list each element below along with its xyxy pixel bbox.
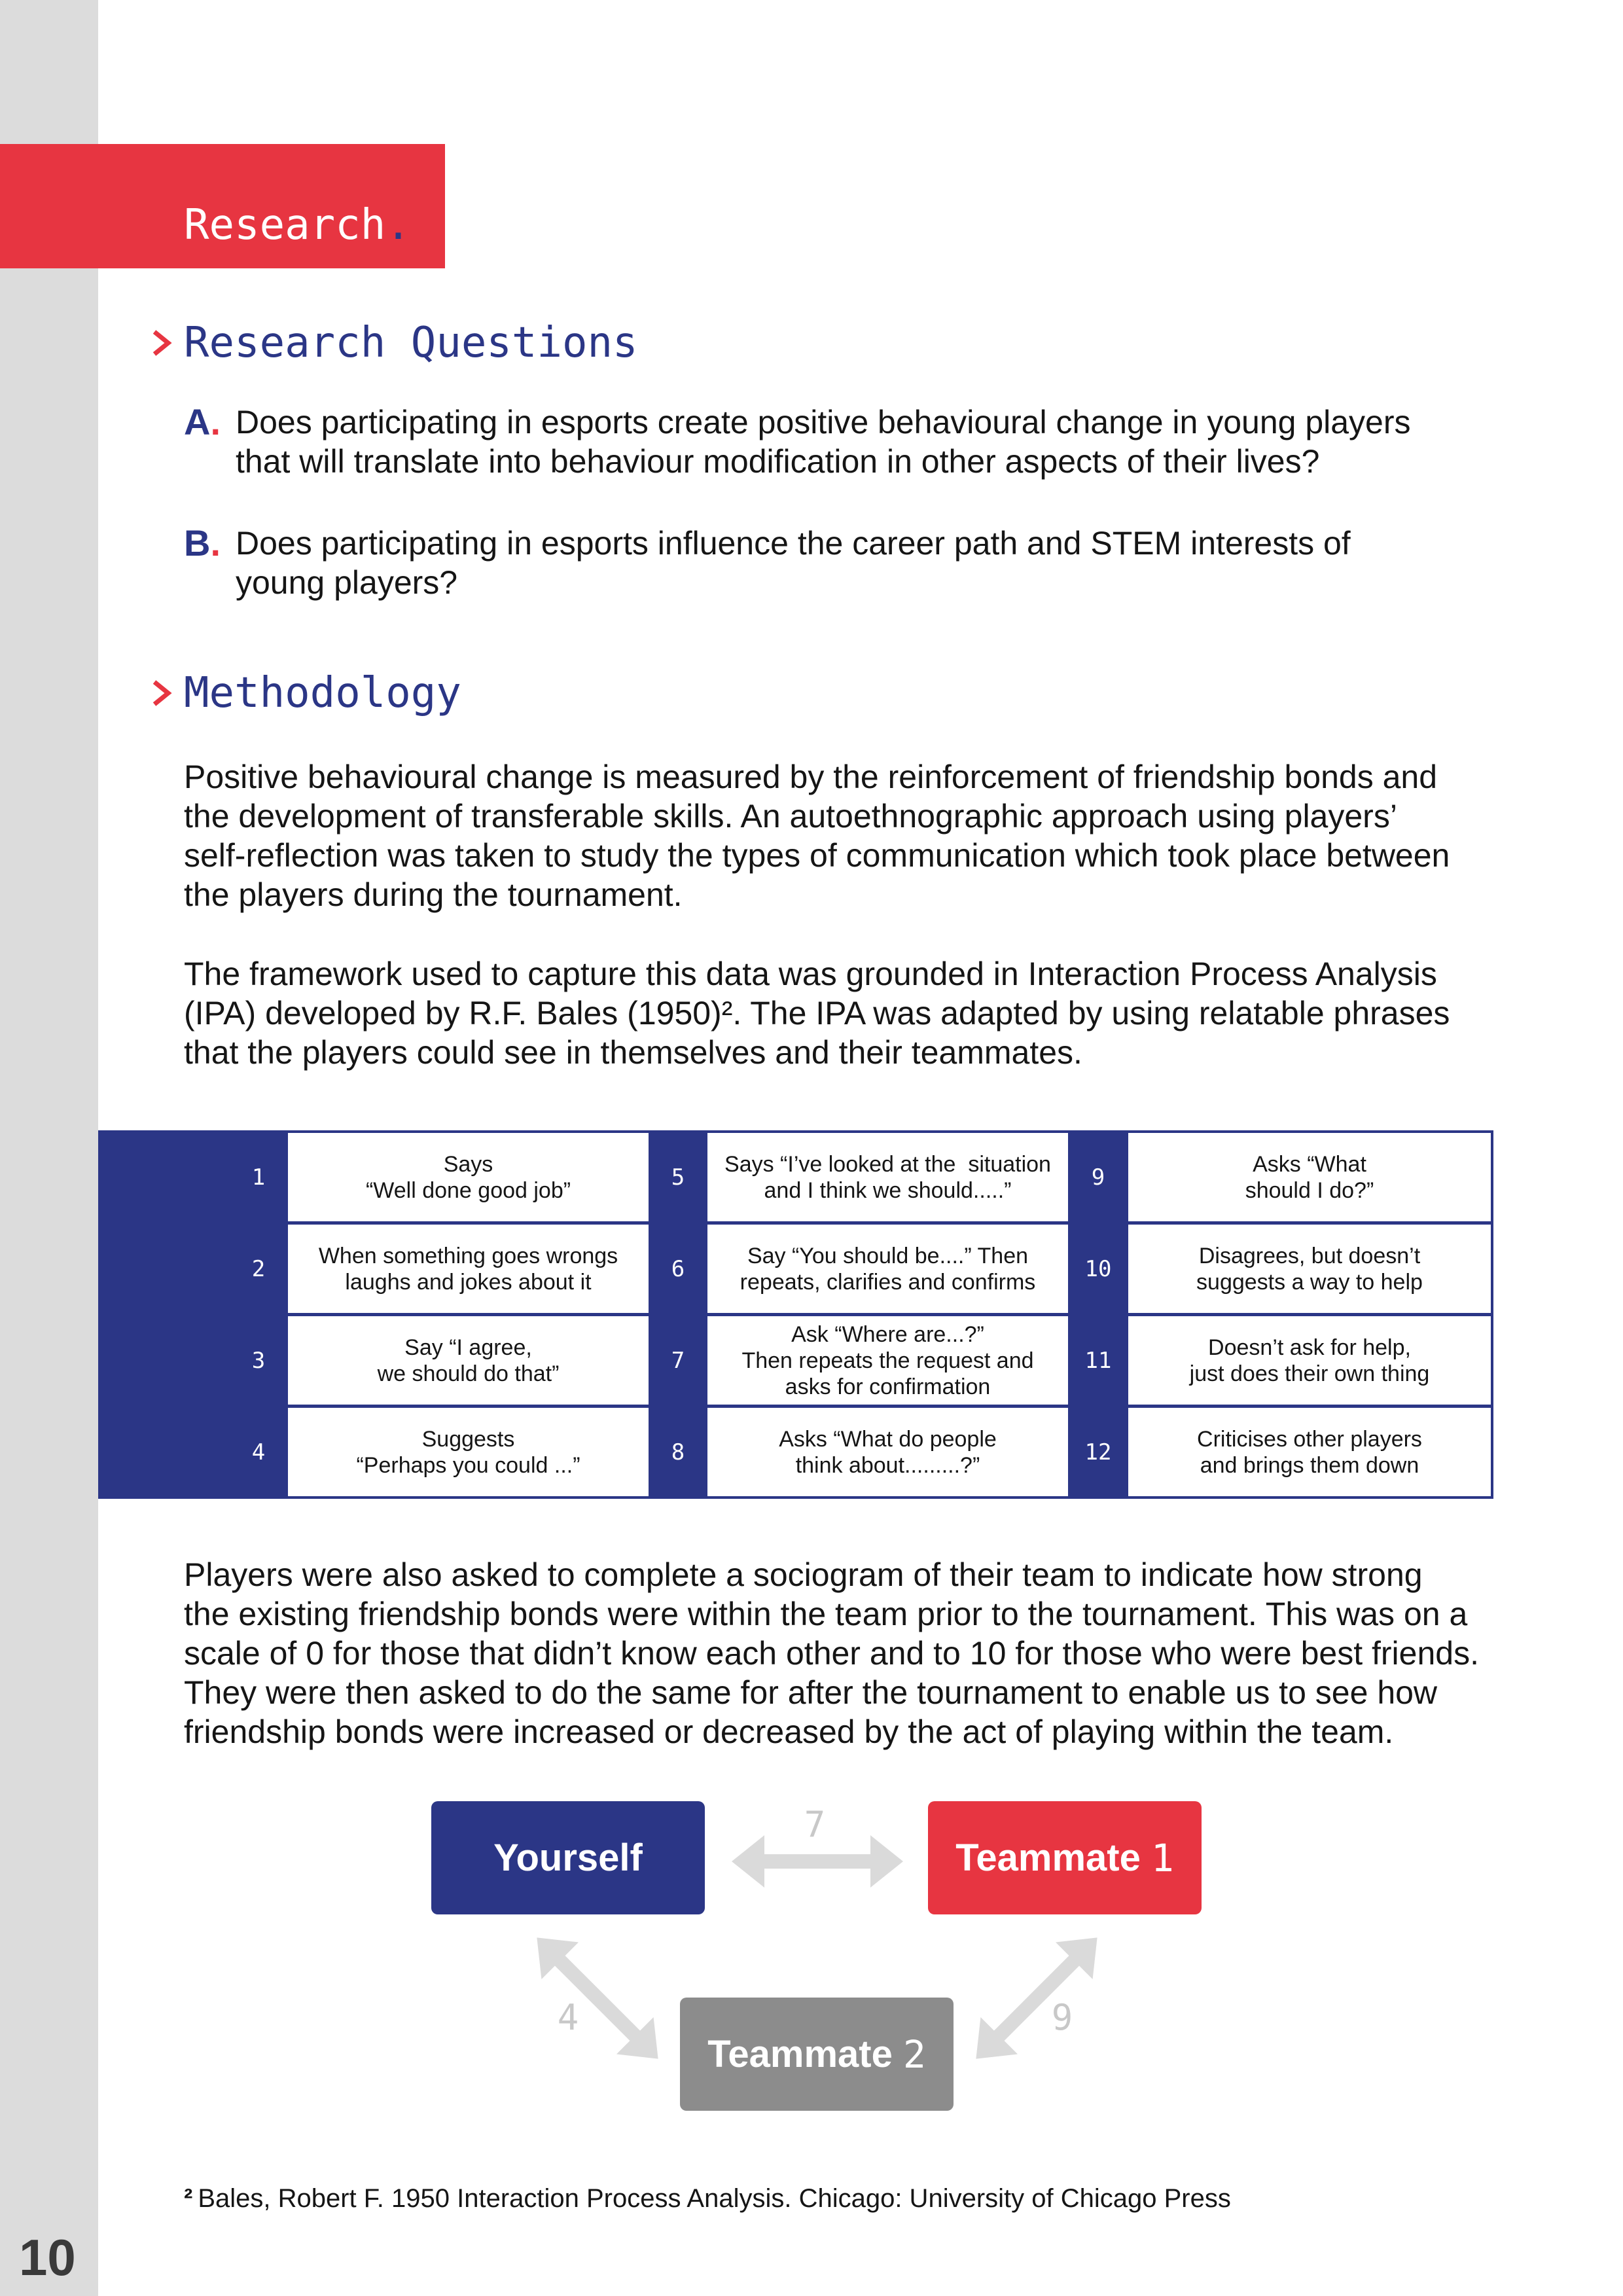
paragraph-line: the development of transferable skills. An autoethnographic approach using players’ <box>184 798 1397 834</box>
cell-line: asks for confirmation <box>785 1374 991 1399</box>
cell-line: and I think we should.....” <box>764 1177 1012 1203</box>
table-number: 12 <box>1084 1439 1112 1465</box>
cell-line: we should do that” <box>377 1361 560 1386</box>
link-score-teammate-1-teammate-2: 9 <box>1051 1997 1073 2038</box>
question-line: that will translate into behaviour modification in other aspects of their lives? <box>236 443 1320 480</box>
table-number: 8 <box>671 1439 685 1465</box>
cell-line: suggests a way to help <box>1196 1269 1423 1295</box>
cell-line: “Well done good job” <box>365 1177 571 1203</box>
table-number: 9 <box>1091 1164 1105 1191</box>
table-number: 11 <box>1084 1347 1112 1374</box>
cell-line: laughs and jokes about it <box>345 1269 592 1295</box>
cell-line: should I do?” <box>1245 1177 1374 1203</box>
cell-line: Then repeats the request and <box>741 1348 1034 1373</box>
paragraph-line: Positive behavioural change is measured by the reinforcement of friendship bonds and <box>184 759 1438 795</box>
paragraph-line: friendship bonds were increased or decreased by the act of playing within the team. <box>184 1713 1394 1750</box>
heading-text: Research Questions <box>184 319 638 367</box>
node-label: Teammate <box>955 1837 1141 1879</box>
link-score-yourself-teammate-1: 7 <box>804 1804 826 1845</box>
footnote-text: Bales, Robert F. 1950 Interaction Process Analysis. Chicago: University of Chicago Press <box>198 2184 1231 2213</box>
question-letter-text: B <box>184 522 211 564</box>
paragraph-line: that the players could see in themselves and their teammates. <box>184 1034 1082 1071</box>
cell-line: just does their own thing <box>1189 1361 1430 1386</box>
table-number: 5 <box>671 1164 685 1191</box>
cell-line: Ask “Where are...?” <box>791 1321 984 1347</box>
table-number: 3 <box>251 1347 266 1374</box>
node-label: Teammate <box>707 2033 893 2075</box>
question-letter-dot: . <box>210 401 221 442</box>
paragraph-line: the players during the tournament. <box>184 876 683 913</box>
section-title-dot: . <box>385 201 411 249</box>
footnote <box>184 2183 1231 2214</box>
cell-line: think about.........?” <box>795 1452 980 1478</box>
page-number: 10 <box>19 2229 76 2286</box>
cell-line: Asks “What do people <box>779 1426 997 1452</box>
table-number: 2 <box>251 1255 266 1282</box>
cell-line: Disagrees, but doesn’t <box>1198 1243 1421 1268</box>
cell-line: Asks “What <box>1253 1151 1366 1177</box>
paragraph-line: (IPA) developed by R.F. Bales (1950)². The IPA was adapted by using relatable phrases <box>184 995 1450 1031</box>
table-number: 7 <box>671 1347 685 1374</box>
cell-line: Says “I’ve looked at the situation <box>724 1151 1051 1177</box>
question-line: Does participating in esports create positive behavioural change in young players <box>236 404 1411 440</box>
paragraph-line: They were then asked to do the same for after the tournament to enable us to see how <box>184 1674 1438 1711</box>
question-line: young players? <box>236 564 458 601</box>
cell-line: Say “You should be....” Then <box>747 1243 1029 1268</box>
paragraph-line: the existing friendship bonds were within the team prior to the tournament. This was on a <box>184 1596 1468 1632</box>
cell-line: repeats, clarifies and confirms <box>740 1269 1036 1295</box>
table-number: 6 <box>671 1255 685 1282</box>
cell-line: and brings them down <box>1200 1452 1419 1478</box>
node-teammate-1 <box>928 1801 1202 1914</box>
section-title-text: Research <box>184 201 386 249</box>
question-letter-dot: . <box>210 522 221 564</box>
question-letter-text: A <box>184 401 211 442</box>
node-teammate-2 <box>680 1998 954 2111</box>
cell-line: Doesn’t ask for help, <box>1208 1335 1411 1360</box>
footnote-marker: ² <box>184 2184 193 2213</box>
node-number: 2 <box>902 2032 926 2077</box>
node-yourself <box>431 1801 705 1914</box>
table-number: 1 <box>251 1164 266 1191</box>
cell-line: Criticises other players <box>1197 1426 1422 1452</box>
table-number: 10 <box>1084 1255 1112 1282</box>
heading-text: Methodology <box>184 669 461 717</box>
paragraph-line: The framework used to capture this data was grounded in Interaction Process Analysis <box>184 956 1437 992</box>
cell-line: When something goes wrongs <box>318 1243 618 1268</box>
paragraph-line: scale of 0 for those that didn’t know each other and to 10 for those who were best friends. <box>184 1635 1479 1672</box>
node-label: Yourself <box>493 1837 643 1879</box>
paragraph-line: self-reflection was taken to study the types of communication which took place between <box>184 837 1450 874</box>
link-score-yourself-teammate-2: 4 <box>557 1997 579 2038</box>
node-number: 1 <box>1150 1835 1174 1880</box>
cell-line: “Perhaps you could ...” <box>356 1452 580 1478</box>
double-arrow-teammate-1-teammate-2 <box>957 1919 1116 2077</box>
double-arrow-yourself-teammate-2 <box>518 1919 677 2077</box>
question-line: Does participating in esports influence the career path and STEM interests of <box>236 525 1351 562</box>
cell-line: Says <box>443 1151 493 1177</box>
paragraph-line: Players were also asked to complete a sociogram of their team to indicate how strong <box>184 1556 1423 1593</box>
cell-line: Suggests <box>421 1426 515 1452</box>
cell-line: Say “I agree, <box>404 1335 532 1360</box>
table-number: 4 <box>251 1439 266 1465</box>
